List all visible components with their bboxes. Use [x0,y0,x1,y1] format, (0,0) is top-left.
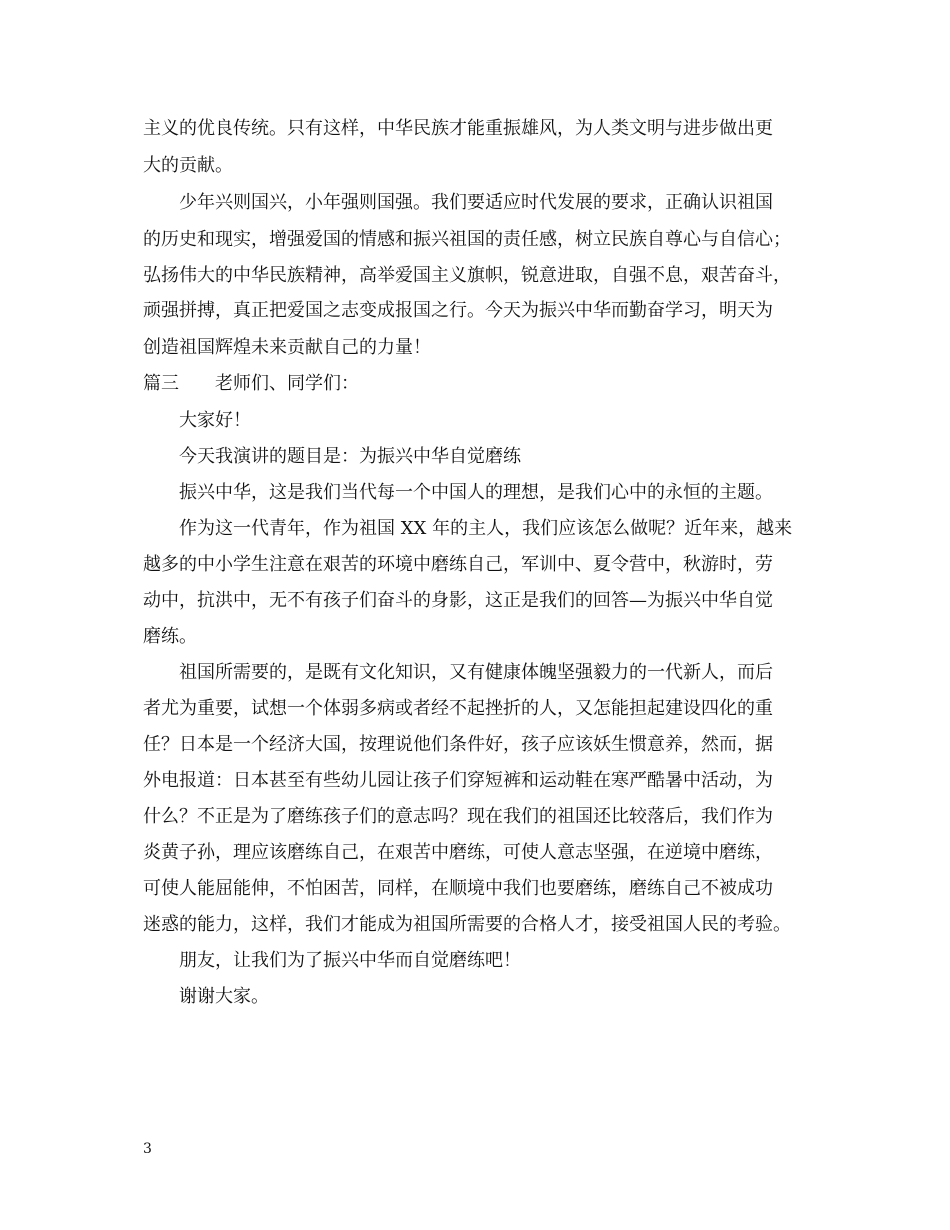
paragraph-start-line: 少年兴则国兴，小年强则国强。我们要适应时代发展的要求，正确认识祖国 [179,192,773,213]
paragraph-start-line: 祖国所需要的，是既有文化知识，又有健康体魄坚强毅力的一代新人，而后 [179,662,773,683]
greeting-line: 大家好！ [179,410,251,431]
text-line: 创造祖国辉煌未来贡献自己的力量！ [143,337,431,358]
text-line: 的历史和现实，增强爱国的情感和振兴祖国的责任感，树立民族自尊心与自信心； [143,229,791,250]
salutation-line: 老师们、同学们： [215,373,359,394]
text-line: 主义的优良传统。只有这样，中华民族才能重振雄风，为人类文明与进步做出更 [143,118,773,139]
text-line: 炎黄子孙，理应该磨练自己，在艰苦中磨练，可使人意志坚强，在逆境中磨练， [143,842,773,863]
text-line: 什么？不正是为了磨练孩子们的意志吗？现在我们的祖国还比较落后，我们作为 [143,806,773,827]
text-line: 大的贡献。 [143,155,233,176]
text-line: 弘扬伟大的中华民族精神，高举爱国主义旗帜，锐意进取，自强不息，艰苦奋斗， [143,265,791,286]
text-line: 可使人能屈能伸，不怕困苦，同样，在顺境中我们也要磨练，磨练自己不被成功 [143,878,773,899]
paragraph-start-line: 朋友，让我们为了振兴中华而自觉磨练吧！ [179,950,521,971]
page-number: 3 [143,1141,152,1157]
speech-title-line: 今天我演讲的题目是：为振兴中华自觉磨练 [179,446,521,467]
text-line: 越多的中小学生注意在艰苦的环境中磨练自己，军训中、夏令营中，秋游时，劳 [143,554,773,575]
text-line: 外电报道：日本甚至有些幼儿园让孩子们穿短裤和运动鞋在寒严酷暑中活动，为 [143,770,773,791]
paragraph-start-line: 作为这一代青年，作为祖国 XX 年的主人，我们应该怎么做呢？近年来，越来 [179,518,793,539]
section-label: 篇三 [143,373,179,394]
text-line: 动中，抗洪中，无不有孩子们奋斗的身影，这正是我们的回答—为振兴中华自觉 [143,590,773,611]
text-line: 任？日本是一个经济大国，按理说他们条件好，孩子应该妖生惯意养，然而，据 [143,734,773,755]
text-line: 者尤为重要，试想一个体弱多病或者经不起挫折的人，又怎能担起建设四化的重 [143,698,773,719]
closing-line: 谢谢大家。 [179,986,269,1007]
paragraph-start-line: 振兴中华，这是我们当代每一个中国人的理想，是我们心中的永恒的主题。 [179,482,773,503]
text-line: 磨练。 [143,626,197,647]
text-line: 顽强拼搏，真正把爱国之志变成报国之行。今天为振兴中华而勤奋学习，明天为 [143,300,773,321]
text-line: 迷惑的能力，这样，我们才能成为祖国所需要的合格人才，接受祖国人民的考验。 [143,914,791,935]
